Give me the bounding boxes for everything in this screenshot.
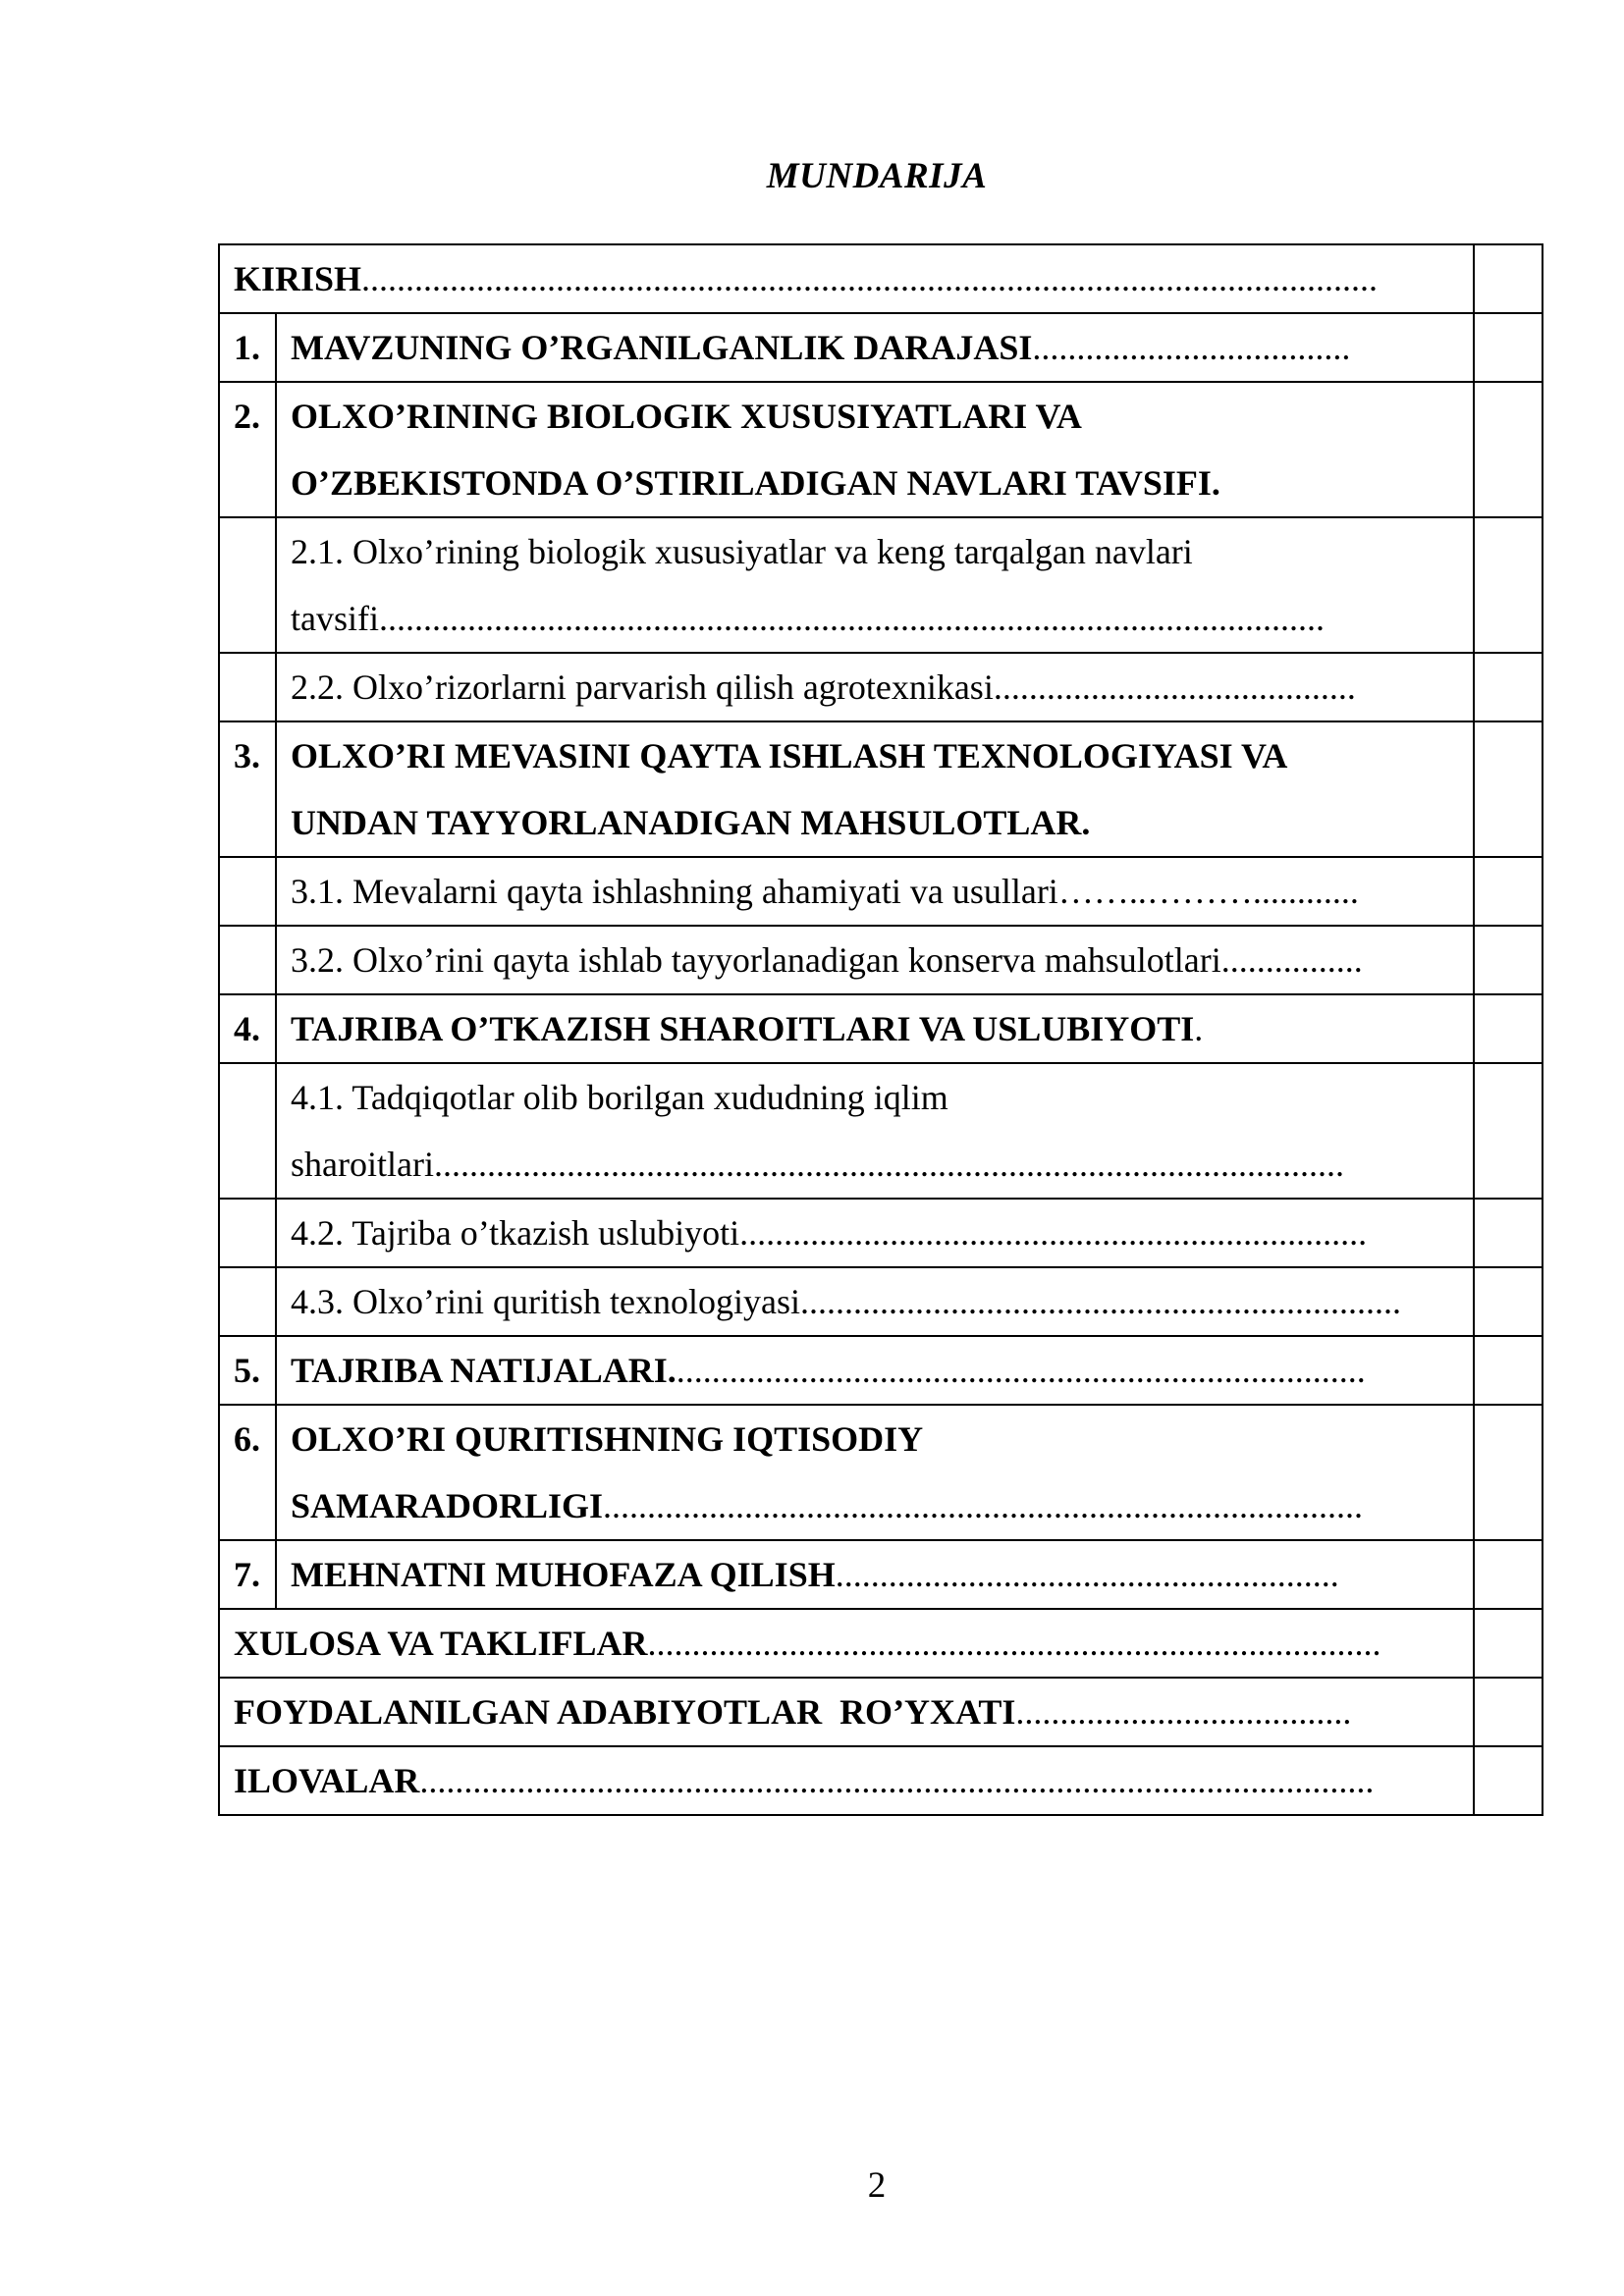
toc-row-4-3 [219, 1267, 1543, 1336]
toc-page-cell [1474, 313, 1543, 382]
toc-entry-3-1 [276, 857, 1474, 926]
toc-leader-dots: . [1194, 1009, 1204, 1048]
toc-leader-dots: .................................................................... [799, 1282, 1401, 1321]
toc-entry-3 [276, 721, 1474, 857]
toc-leader-dots: .................................... [1032, 328, 1351, 367]
toc-leader-dots: ................ [1220, 940, 1363, 980]
table-of-contents [218, 243, 1543, 1816]
toc-page-cell [1474, 721, 1543, 857]
toc-page-cell [1474, 926, 1543, 994]
toc-entry-ilovalar [219, 1746, 1474, 1815]
toc-number-empty [219, 926, 276, 994]
toc-entry-line-1: 2.1. Olxo’rining biologik xususiyatlar va keng tarqalgan navlari [291, 532, 1193, 571]
toc-page-cell [1474, 1336, 1543, 1405]
toc-entry-3-2 [276, 926, 1474, 994]
toc-entry-kirish [219, 244, 1474, 313]
toc-leader-dots: ……..………............ [1057, 872, 1359, 911]
toc-page-cell [1474, 1199, 1543, 1267]
toc-entry-2-2 [276, 653, 1474, 721]
toc-page-cell [1474, 1540, 1543, 1609]
toc-entry-label: 4.3. Olxo’rini quritish texnologiyasi [291, 1282, 800, 1321]
page-number: 2 [867, 2165, 887, 2206]
toc-row-5 [219, 1336, 1543, 1405]
toc-row-4-1 [219, 1063, 1543, 1199]
toc-row-ilovalar [219, 1746, 1543, 1815]
toc-entry-4-2 [276, 1199, 1474, 1267]
toc-entry-line-1: OLXO’RINING BIOLOGIK XUSUSIYATLARI VA [291, 397, 1082, 436]
toc-row-3-2 [219, 926, 1543, 994]
toc-entry-label: MEHNATNI MUHOFAZA QILISH [291, 1555, 836, 1594]
toc-entry-line-1: OLXO’RI MEVASINI QAYTA ISHLASH TEXNOLOGIYASI VA [291, 736, 1288, 775]
toc-row-6 [219, 1405, 1543, 1540]
toc-entry-line-1: OLXO’RI QURITISHNING IQTISODIY [291, 1419, 924, 1459]
toc-number-empty [219, 517, 276, 653]
toc-entry-label: KIRISH [234, 259, 362, 298]
toc-entry-line-2: sharoitlari [291, 1145, 434, 1184]
toc-page-cell [1474, 517, 1543, 653]
toc-entry-label: 3.1. Mevalarni qayta ishlashning ahamiyati va usullari [291, 872, 1058, 911]
toc-entry-adabiyotlar [219, 1678, 1474, 1746]
toc-page-cell [1474, 994, 1543, 1063]
toc-leader-dots: ......................................................... [835, 1555, 1339, 1594]
toc-entry-7 [276, 1540, 1474, 1609]
toc-number: 7. [219, 1540, 276, 1609]
toc-number: 1. [219, 313, 276, 382]
toc-number-empty [219, 1199, 276, 1267]
toc-row-1 [219, 313, 1543, 382]
toc-number: 3. [219, 721, 276, 857]
toc-entry-label: 2.2. Olxo’rizorlarni parvarish qilish agrotexnikasi [291, 667, 994, 707]
toc-entry-4-1 [276, 1063, 1474, 1199]
toc-entry-label: TAJRIBA O’TKAZISH SHAROITLARI VA USLUBIYOTI [291, 1009, 1195, 1048]
toc-row-4-2 [219, 1199, 1543, 1267]
toc-row-2-1 [219, 517, 1543, 653]
toc-entry-label: 4.2. Tajriba o’tkazish uslubiyoti [291, 1213, 740, 1253]
toc-entry-line-2: SAMARADORLIGI [291, 1486, 604, 1525]
toc-entry-line-1: 4.1. Tadqiqotlar olib borilgan xududning iqlim [291, 1078, 948, 1117]
toc-entry-4 [276, 994, 1474, 1063]
toc-page-cell [1474, 1063, 1543, 1199]
toc-row-2 [219, 382, 1543, 517]
toc-row-2-2 [219, 653, 1543, 721]
toc-entry-label: TAJRIBA NATIJALARI. [291, 1351, 677, 1390]
toc-entry-label: XULOSA VA TAKLIFLAR [234, 1624, 648, 1663]
toc-page-cell [1474, 1405, 1543, 1540]
toc-entry-2 [276, 382, 1474, 517]
toc-entry-1 [276, 313, 1474, 382]
toc-number: 2. [219, 382, 276, 517]
toc-entry-label: FOYDALANILGAN ADABIYOTLAR RO’YXATI [234, 1692, 1016, 1732]
toc-number-empty [219, 1063, 276, 1199]
toc-page-cell [1474, 1267, 1543, 1336]
toc-entry-label: 3.2. Olxo’rini qayta ishlab tayyorlanadigan konserva mahsulotlari [291, 940, 1221, 980]
toc-leader-dots: ................................................................................................................... [361, 259, 1379, 298]
toc-page-cell [1474, 1746, 1543, 1815]
toc-number-empty [219, 857, 276, 926]
toc-leader-dots: ...................................... [1015, 1692, 1352, 1732]
toc-entry-6 [276, 1405, 1474, 1540]
toc-row-xulosa [219, 1609, 1543, 1678]
toc-leader-dots: ............................................................................................................ [419, 1761, 1375, 1800]
toc-entry-label: ILOVALAR [234, 1761, 420, 1800]
toc-number: 4. [219, 994, 276, 1063]
toc-page-cell [1474, 857, 1543, 926]
toc-entry-line-2: O’ZBEKISTONDA O’STIRILADIGAN NAVLARI TAVSIFI. [291, 463, 1220, 503]
toc-leader-dots: ....................................................................... [739, 1213, 1368, 1253]
toc-page-cell [1474, 1678, 1543, 1746]
toc-leader-dots: ................................................................................... [647, 1624, 1381, 1663]
toc-number: 5. [219, 1336, 276, 1405]
toc-page-cell [1474, 244, 1543, 313]
toc-row-7 [219, 1540, 1543, 1609]
toc-entry-line-2: tavsifi [291, 599, 379, 638]
toc-number: 6. [219, 1405, 276, 1540]
toc-leader-dots: ....................................................................................................... [433, 1145, 1344, 1184]
toc-entry-label: MAVZUNING O’RGANILGANLIK DARAJASI [291, 328, 1033, 367]
toc-row-3 [219, 721, 1543, 857]
toc-entry-xulosa [219, 1609, 1474, 1678]
toc-entry-2-1 [276, 517, 1474, 653]
toc-number-empty [219, 1267, 276, 1336]
toc-row-3-1 [219, 857, 1543, 926]
toc-page-cell [1474, 382, 1543, 517]
toc-page-cell [1474, 653, 1543, 721]
toc-leader-dots: ........................................................................................................... [378, 599, 1325, 638]
toc-leader-dots: ......................................... [993, 667, 1356, 707]
toc-number-empty [219, 653, 276, 721]
toc-entry-5 [276, 1336, 1474, 1405]
toc-leader-dots: .............................................................................. [676, 1351, 1366, 1390]
toc-entry-line-2: UNDAN TAYYORLANADIGAN MAHSULOTLAR. [291, 803, 1091, 842]
toc-row-4 [219, 994, 1543, 1063]
toc-row-adabiyotlar [219, 1678, 1543, 1746]
toc-entry-4-3 [276, 1267, 1474, 1336]
toc-page-cell [1474, 1609, 1543, 1678]
page-title: MUNDARIJA [766, 156, 988, 196]
toc-row-kirish [219, 244, 1543, 313]
toc-leader-dots: ...................................................................................... [603, 1486, 1364, 1525]
